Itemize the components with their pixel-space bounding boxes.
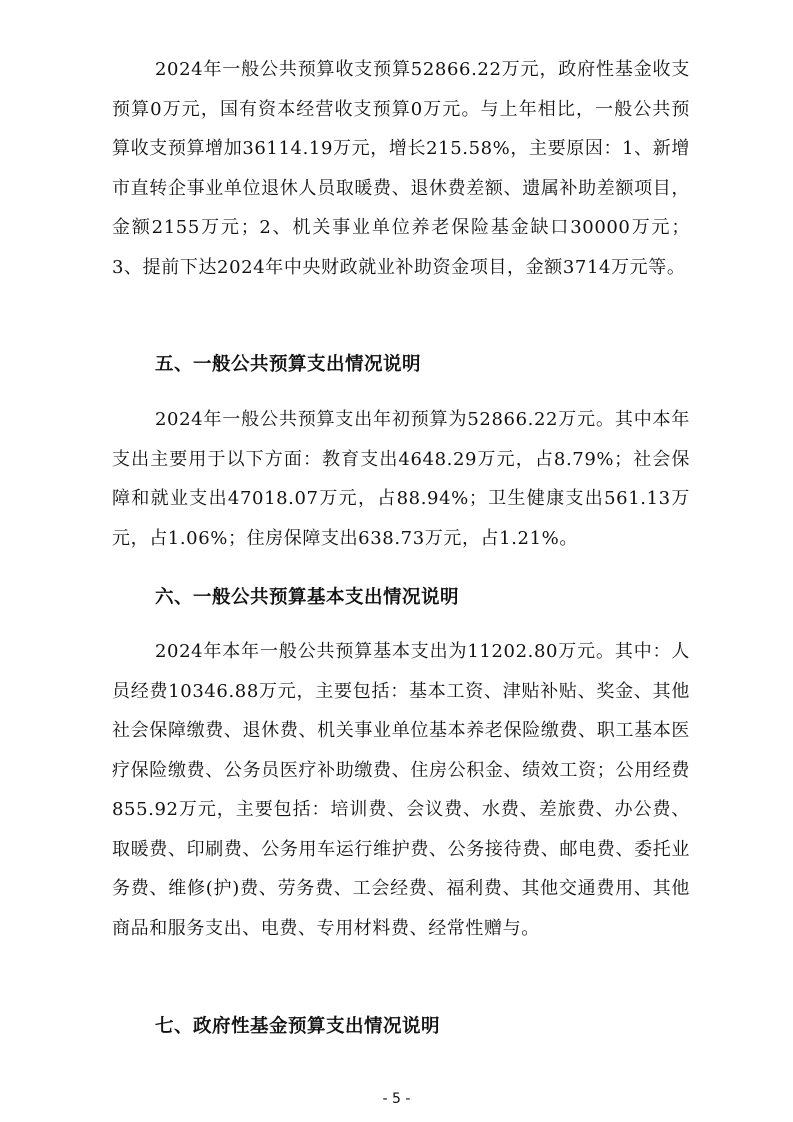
paragraph-general-expenditure: 2024年一般公共预算支出年初预算为52866.22万元。其中本年支出主要用于以下方面：教育支出4648.29万元，占8.79%；社会保障和就业支出47018.07万元，占88.94%；卫生健康支出561.13万元，占1.06%；住房保障支出638.73万元，占1.21%。 [112,409,690,549]
page-number: - 5 - [382,1091,411,1107]
section-heading-6: 六、一般公共预算基本支出情况说明 [155,587,460,608]
paragraph-budget-summary: 2024年一般公共预算收支预算52866.22万元，政府性基金收支预算0万元，国有资本经营收支预算0万元。与上年相比，一般公共预算收支预算增加36114.19万元，增长215.58%，主要原因：1、新增市直转企事业单位退休人员取暖费、退休费差额、遗属补助差额项目，金额2155万元；2、机关事业单位养老保险基金缺口30000万元；3、提前下达2024年中央财政就业补助资金项目，金额3714万元等。 [112,59,690,278]
section-heading-7: 七、政府性基金预算支出情况说明 [155,1016,441,1037]
section-heading-5: 五、一般公共预算支出情况说明 [155,354,422,375]
paragraph-basic-expenditure: 2024年本年一般公共预算基本支出为11202.80万元。其中：人员经费10346.88万元，主要包括：基本工资、津贴补贴、奖金、其他社会保障缴费、退休费、机关事业单位基本养老保险缴费、职工基本医疗保险缴费、公务员医疗补助缴费、住房公积金、绩效工资；公用经费855.92万元，主要包括：培训费、会议费、水费、差旅费、办公费、取暖费、印刷费、公务用车运行维护费、公务接待费、邮电费、委托业务费、维修(护)费、劳务费、工会经费、福利费、其他交通费用、其他商品和服务支出、电费、专用材料费、经常性赠与。 [112,641,690,939]
